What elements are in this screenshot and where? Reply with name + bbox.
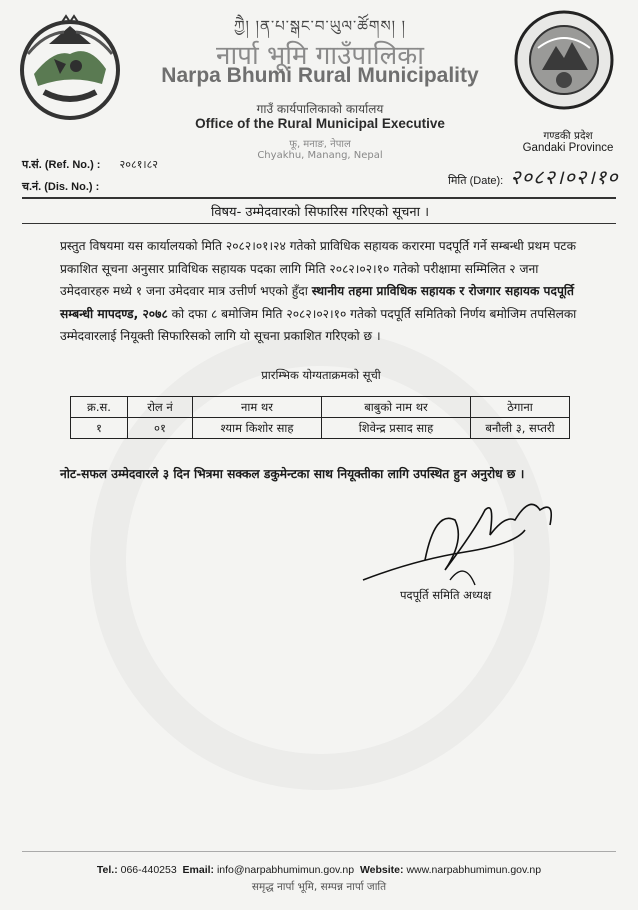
ref-value: २०८१।८२	[119, 159, 159, 171]
list-title: प्रारम्भिक योग्यताक्रमको सूची	[261, 368, 381, 382]
footer-motto: समृद्ध नार्पा भूमि, सम्पन्न नार्पा जाति	[251, 881, 387, 893]
subject-line: विषय- उम्मेदवारको सिफारिस गरिएको सूचना ।	[210, 205, 430, 220]
municipality-name-nepali: नार्पा भूमि गाउँपालिका	[216, 41, 424, 71]
date-label: मिति (Date):	[448, 175, 504, 187]
province-english: Gandaki Province	[522, 142, 614, 154]
body-part-2: को दफा ८ बमोजिम मिति २०८२।०२।१० गतेको पदपूर्ति समितिको निर्णय बमोजिम तपसिलका उम्मेदवारलाई नियूक्ती सिफारिसको लागि यो सूचना प्रकाशित गरिएको छ ।	[60, 306, 577, 343]
cell-name: श्याम किशोर साह	[193, 418, 322, 439]
cell-father-name: शिवेन्द्र प्रसाद साह	[322, 418, 471, 439]
address-nepali: फू, मनाङ, नेपाल	[289, 139, 351, 150]
dis-label: च.नं. (Dis. No.) :	[22, 181, 100, 193]
col-address: ठेगाना	[471, 397, 570, 418]
cell-serial: १	[71, 418, 128, 439]
candidate-table	[70, 396, 570, 439]
col-name: नाम थर	[193, 397, 322, 418]
footer-divider	[22, 851, 616, 852]
ref-label: प.सं. (Ref. No.) :	[22, 159, 101, 171]
province-nepali: गण्डकी प्रदेश	[543, 130, 593, 142]
address-english: Chyakhu, Manang, Nepal	[257, 150, 383, 161]
cell-address: बनौली ३, सप्तरी	[471, 418, 570, 439]
col-father-name: बाबुको नाम थर	[322, 397, 471, 418]
divider-bottom	[22, 223, 616, 224]
ref-number	[22, 157, 158, 172]
table-header-row	[71, 397, 570, 418]
note-text: नोट-सफल उम्मेदवारले ३ दिन भित्रमा सक्कल डकुमेन्टका साथ नियूक्तीका लागि उपस्थित हुन अनुरोध छ ।	[60, 467, 525, 481]
website-label: Website:	[359, 864, 404, 876]
body-bold-criteria: स्थानीय तहमा प्राविधिक सहायक र रोजगार सहायक पदपूर्ति सम्बन्धी मापदण्ड, २०७८	[60, 284, 574, 321]
signer-title: पदपूर्ति समिति अध्यक्ष	[400, 588, 492, 602]
website-value[interactable]: www.narpabhumimun.gov.np	[406, 864, 542, 876]
municipality-seal-logo	[512, 8, 616, 112]
dispatch-number	[22, 179, 115, 194]
email-label: Email:	[182, 864, 215, 876]
col-serial: क्र.स.	[71, 397, 128, 418]
tel-label: Tel.:	[96, 864, 118, 876]
cell-roll: ०१	[128, 418, 193, 439]
footer-contact	[22, 864, 616, 876]
letter-date	[448, 163, 619, 190]
office-name-english: Office of the Rural Municipal Executive	[195, 116, 445, 131]
table-row	[71, 418, 570, 439]
notice-body	[60, 235, 582, 348]
col-roll: रोल नं	[128, 397, 193, 418]
date-value: २०८२।०२।१०	[510, 165, 619, 189]
email-value[interactable]: info@narpabhumimun.gov.np	[216, 864, 355, 876]
office-name-nepali: गाउँ कार्यपालिकाको कार्यालय	[256, 102, 384, 116]
body-part-1: प्रस्तुत विषयमा यस कार्यालयको मिति २०८२।०१।२४ गतेको प्राविधिक सहायक करारमा पदपूर्ति गर्ने सम्बन्धी प्रथम पटक प्रकाशित सूचना अनुसार प्राविधिक सहायक पदका लागि मिति २०८२।०२।१० गतेको परीक्षामा सम्मिलित २ जना उमेदवारहरु मध्ये १ जना उमेदवार मात्र उत्तीर्ण भएको हुँदा	[60, 239, 576, 298]
header-tibetan-line: ཀྱཻ། །ན་པ་སྒང་བ་ཡུལ་ཚོགས། །	[233, 17, 406, 35]
municipality-name-english: Narpa Bhumi Rural Municipality	[161, 64, 479, 87]
tel-value: 066-440253	[120, 864, 177, 876]
nepal-emblem-logo	[14, 14, 126, 122]
divider-top	[22, 197, 616, 199]
